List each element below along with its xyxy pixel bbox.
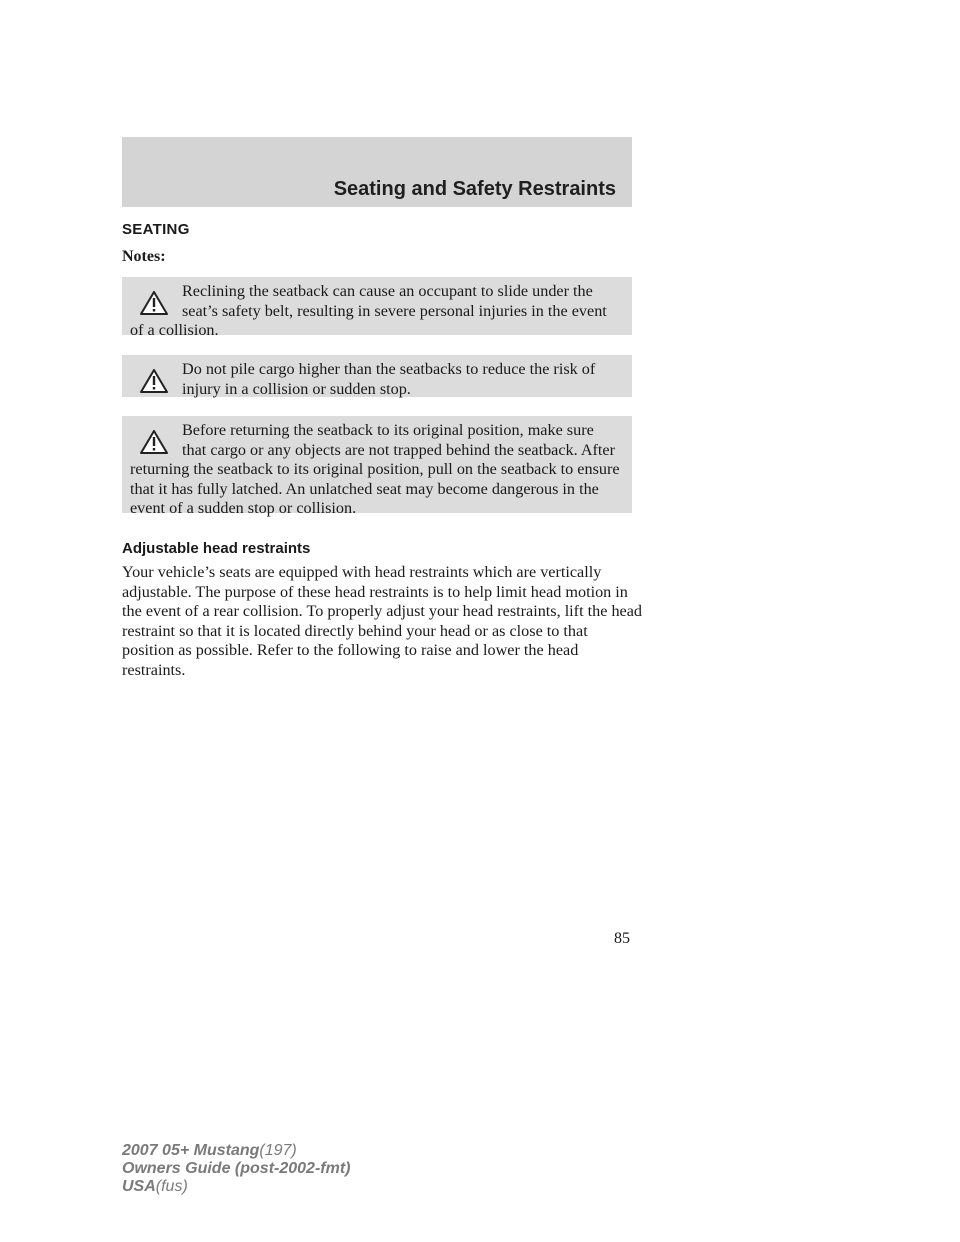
- footer-model-code: (197): [259, 1142, 297, 1159]
- footer-guide: Owners Guide (post-2002-fmt): [122, 1160, 351, 1177]
- section-header-title: Seating and Safety Restraints: [333, 178, 616, 200]
- body-paragraph: Your vehicle’s seats are equipped with head restraints which are vertically adjustable. The purpose of these head restraints is to help limit head motion in the event of a rear collision. To properly adjust your head restraints, lift the head restraint so that it is located directly behind your head or as close to that position as possible. Refer to the following to raise and lower the head restraints.: [122, 563, 642, 679]
- document-footer: [122, 1142, 350, 1196]
- footer-market: USA: [122, 1178, 156, 1195]
- section-header-band: [122, 137, 632, 207]
- footer-model: 2007 05+ Mustang: [122, 1142, 260, 1159]
- warning-box: [122, 355, 632, 397]
- warning-box: [122, 277, 632, 339]
- warning-text: Do not pile cargo higher than the seatbacks to reduce the risk of injury in a collision or sudden stop.: [182, 360, 596, 398]
- footer-line-model: [122, 1142, 350, 1160]
- section-heading: SEATING: [122, 221, 190, 238]
- warning-triangle-icon: [140, 369, 168, 393]
- footer-line-guide: [122, 1160, 350, 1178]
- footer-market-code: (fus): [155, 1178, 188, 1195]
- footer-line-market: [122, 1178, 350, 1196]
- subsection-heading: Adjustable head restraints: [122, 540, 311, 557]
- notes-label: Notes:: [122, 248, 166, 265]
- warning-box: [122, 416, 632, 517]
- page-number: 85: [614, 930, 630, 947]
- warning-triangle-icon: [140, 430, 168, 454]
- warning-text: Reclining the seatback can cause an occupant to slide under the seat’s safety belt, resulting in severe personal injuries in the event of a collision.: [130, 282, 607, 339]
- warning-text: Before returning the seatback to its original position, make sure that cargo or any objects are not trapped behind the seatback. After returning the seatback to its original position, pull on the seatback to ensure that it has fully latched. An unlatched seat may become dangerous in the event of a sudden stop or collision.: [130, 421, 620, 517]
- warning-triangle-icon: [140, 291, 168, 315]
